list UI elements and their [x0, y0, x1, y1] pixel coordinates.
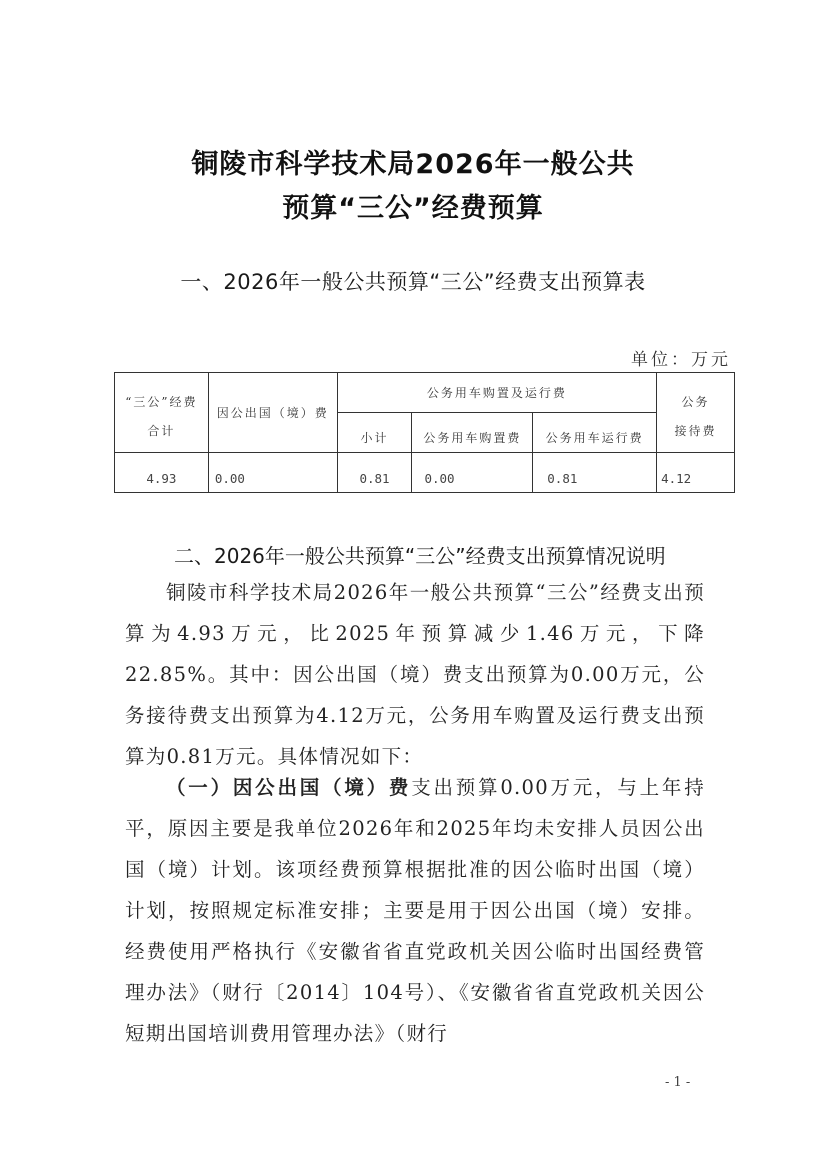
header-vehicle-purchase: 公务用车购置费 — [412, 413, 533, 453]
document-title-line1: 铜陵市科学技术局2026年一般公共 — [191, 149, 635, 180]
header-reception — [657, 373, 735, 453]
header-vehicle-group: 公务用车购置及运行费 — [337, 373, 656, 413]
table-row — [115, 453, 735, 493]
unit-label: 单位：万元 — [631, 350, 731, 370]
header-total-bottom: 合计 — [147, 423, 176, 438]
cell-overseas: 0.00 — [208, 453, 337, 493]
header-reception-bottom: 接待费 — [674, 423, 717, 438]
paragraph-overseas — [125, 767, 705, 1054]
cell-vehicle-subtotal: 0.81 — [337, 453, 412, 493]
page-number: - 1 - — [665, 1075, 691, 1090]
header-total — [115, 373, 209, 453]
header-overseas: 因公出国（境）费 — [208, 373, 337, 453]
section2-heading: 二、2026年一般公共预算“三公”经费支出预算情况说明 — [174, 544, 666, 568]
header-reception-top: 公务 — [681, 394, 710, 409]
section1-heading: 一、2026年一般公共预算“三公”经费支出预算表 — [180, 270, 646, 294]
document-title-line2: 预算“三公”经费预算 — [282, 193, 544, 224]
header-vehicle-operation: 公务用车运行费 — [533, 413, 657, 453]
header-total-top: “三公”经费 — [125, 394, 198, 409]
paragraph-overseas-heading: （一）因公出国（境）费 — [166, 776, 412, 799]
paragraph-summary: 铜陵市科学技术局2026年一般公共预算“三公”经费支出预算为4.93万元，比2025年预算减少1.46万元，下降22.85%。其中：因公出国（境）费支出预算为0.00万元，公务接待费支出预算为4.12万元，公务用车购置及运行费支出预算为0.81万元。具体情况如下： — [125, 581, 705, 768]
cell-total: 4.93 — [115, 453, 209, 493]
paragraph-overseas-body: 支出预算0.00万元，与上年持平，原因主要是我单位2026年和2025年均未安排人员因公出国（境）计划。该项经费预算根据批准的因公临时出国（境）计划，按照规定标准安排；主要是用于因公出国（境）安排。经费使用严格执行《安徽省省直党政机关因公临时出国经费管理办法》（财行〔2014〕104号）、《安徽省省直党政机关因公短期出国培训费用管理办法》（财行 — [125, 776, 705, 1045]
cell-vehicle-purchase: 0.00 — [412, 453, 533, 493]
header-vehicle-subtotal: 小计 — [337, 413, 412, 453]
three-public-expenses-table — [114, 372, 735, 493]
cell-vehicle-operation: 0.81 — [533, 453, 657, 493]
cell-reception: 4.12 — [657, 453, 735, 493]
table-header-row-1 — [115, 373, 735, 413]
